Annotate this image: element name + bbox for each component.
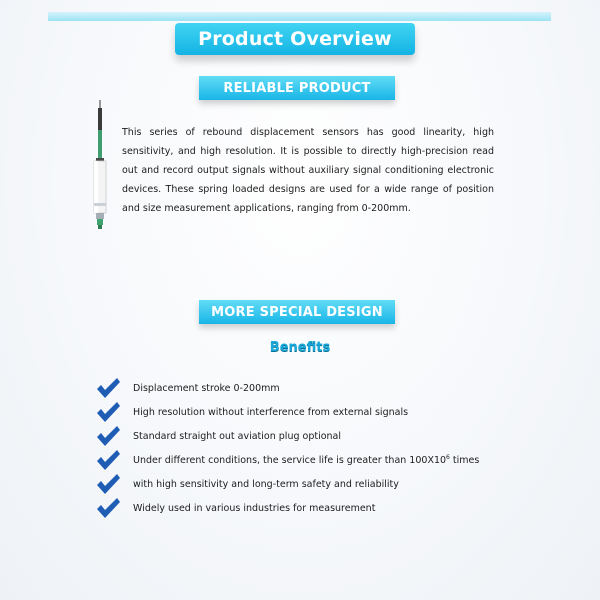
check-icon xyxy=(95,377,121,399)
service-life-suffix: times xyxy=(449,455,480,467)
benefit-text: Displacement stroke 0-200mm xyxy=(133,382,280,394)
benefit-text: High resolution without interference from external signals xyxy=(133,406,409,418)
list-item xyxy=(95,496,479,520)
check-icon xyxy=(95,497,121,519)
benefits-list xyxy=(95,376,479,520)
check-icon xyxy=(95,473,121,495)
list-item xyxy=(95,400,479,424)
special-design-banner xyxy=(199,300,395,324)
benefit-text-service-life xyxy=(133,454,479,466)
benefits-title: Benefits xyxy=(269,340,331,355)
benefit-text: Standard straight out aviation plug optional xyxy=(133,430,342,442)
reliable-product-banner xyxy=(199,76,395,100)
service-life-text: Under different conditions, the service life is greater than 100X10 xyxy=(133,455,447,467)
benefit-text: Widely used in various industries for measurement xyxy=(133,502,376,514)
reliable-product-heading: RELIABLE PRODUCT xyxy=(223,80,371,96)
list-item xyxy=(95,376,479,400)
sensor-product-image xyxy=(85,100,115,235)
check-icon xyxy=(95,425,121,447)
top-decorative-stripe xyxy=(48,12,551,21)
benefit-text: with high sensitivity and long-term safety and reliability xyxy=(133,478,399,490)
page-title: Product Overview xyxy=(198,28,392,50)
service-life-exponent: 6 xyxy=(446,453,450,461)
reliable-product-description: This series of rebound displacement sensors has good linearity, high sensitivity, and high resolution. It is possible to directly high-precision read out and record output signals without auxiliary signal conditioning electronic devices. These spring loaded designs are used for a wide range of position and size measurement applications, ranging from 0-200mm. xyxy=(122,127,494,214)
check-icon xyxy=(95,449,121,471)
list-item xyxy=(95,448,479,472)
check-icon xyxy=(95,401,121,423)
page-title-banner xyxy=(175,23,415,55)
list-item xyxy=(95,472,479,496)
special-design-heading: MORE SPECIAL DESIGN xyxy=(211,304,383,320)
list-item xyxy=(95,424,479,448)
